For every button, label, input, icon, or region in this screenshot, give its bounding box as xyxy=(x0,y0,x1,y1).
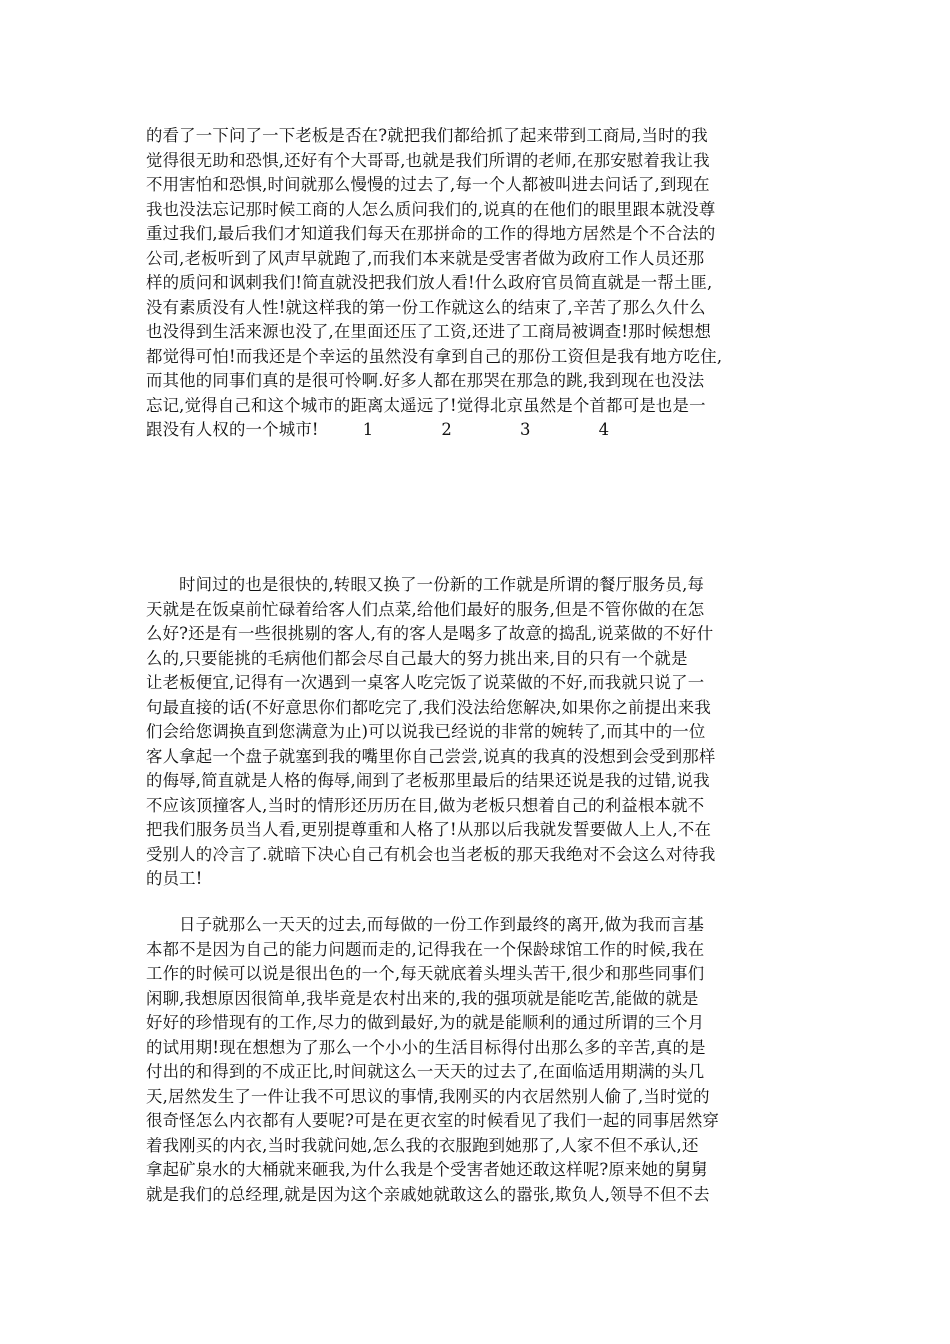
page-number-row xyxy=(319,420,610,439)
text-line: 天,居然发生了一件让我不可思议的事情,我刚买的内衣居然别人偷了,当时觉的 xyxy=(146,1086,710,1106)
page-number-4: 4 xyxy=(598,420,610,439)
text-line: 付出的和得到的不成正比,时间就这么一天天的过去了,在面临适用期满的头几 xyxy=(146,1062,705,1081)
text-line: 都觉得可怕!而我还是个幸运的虽然没有拿到自己的那份工资但是我有地方吃住, xyxy=(146,346,723,366)
text-line: 忘记,觉得自己和这个城市的距离太遥远了!觉得北京虽然是个首都可是也是一 xyxy=(146,395,706,415)
page-number-2: 2 xyxy=(441,420,452,439)
text-line: 也没得到生活来源也没了,在里面还压了工资,还进了工商局被调查!那时候想想 xyxy=(146,322,712,341)
text-line: 的看了一下问了一下老板是否在?就把我们都给抓了起来带到工商局,当时的我 xyxy=(146,126,708,145)
text-line: 不用害怕和恐惧,时间就那么慢慢的过去了,每一个人都被叫进去问话了,到现在 xyxy=(146,175,710,194)
text-line: 而其他的同事们真的是很可怜啊.好多人都在那哭在那急的跳,我到现在也没法 xyxy=(146,371,705,390)
text-line: 的侮辱,简直就是人格的侮辱,闹到了老板那里最后的结果还说是我的过错,说我 xyxy=(146,771,710,790)
page-number-1: 1 xyxy=(362,420,374,439)
paragraph-1 xyxy=(146,124,806,443)
text-line: 我也没法忘记那时候工商的人怎么质问我们的,说真的在他们的眼里跟本就没尊 xyxy=(146,199,716,219)
text-line: 的员工! xyxy=(146,869,203,888)
paragraph-2 xyxy=(146,573,806,892)
paragraph-3 xyxy=(146,913,806,1207)
text-line: 么好?还是有一些很挑剔的客人,有的客人是喝多了故意的捣乱,说菜做的不好什 xyxy=(146,624,714,643)
text-line: 样的质问和讽刺我们!简直就没把我们放人看!什么政府官员简直就是一帮土匪, xyxy=(146,273,713,292)
text-line: 重过我们,最后我们才知道我们每天在那拼命的工作的得地方居然是个不合法的 xyxy=(146,224,716,243)
text-line: 时间过的也是很快的,转眼又换了一份新的工作就是所谓的餐厅服务员,每 xyxy=(179,575,705,594)
text-line: 天就是在饭桌前忙碌着给客人们点菜,给他们最好的服务,但是不管你做的在怎 xyxy=(146,599,705,619)
text-line: 拿起矿泉水的大桶就来砸我,为什么我是个受害者她还敢这样呢?原来她的舅舅 xyxy=(146,1160,708,1179)
text-line: 工作的时候可以说是很出色的一个,每天就底着头埋头苦干,很少和那些同事们 xyxy=(146,964,705,983)
text-line: 的试用期!现在想想为了那么一个小小的生活目标得付出那么多的辛苦,真的是 xyxy=(146,1037,706,1057)
text-line: 公司,老板听到了风声早就跑了,而我们本来就是受害者做为政府工作人员还那 xyxy=(146,248,705,268)
text-line: 着我刚买的内衣,当时我就问她,怎么我的衣服跑到她那了,人家不但不承认,还 xyxy=(146,1135,699,1155)
text-line: 句最直接的话(不好意思你们都吃完了,我们没法给您解决,如果你之前提出来我 xyxy=(146,697,711,717)
text-line-end: 跟没有人权的一个城市! xyxy=(146,420,319,439)
text-line-with-page-numbers xyxy=(146,418,806,443)
text-line: 本都不是因为自己的能力问题而走的,记得我在一个保龄球馆工作的时候,我在 xyxy=(146,939,705,959)
text-line: 没有素质没有人性!就这样我的第一份工作就这么的结束了,辛苦了那么久什么 xyxy=(146,297,706,317)
text-line: 好好的珍惜现有的工作,尽力的做到最好,为的就是能顺利的通过所谓的三个月 xyxy=(146,1013,705,1032)
text-line: 们会给您调换直到您满意为止)可以说我已经说的非常的婉转了,而其中的一位 xyxy=(146,722,706,741)
text-line: 不应该顶撞客人,当时的情形还历历在目,做为老板只想着自己的利益根本就不 xyxy=(146,795,705,815)
text-line: 闲聊,我想原因很简单,我毕竟是农村出来的,我的强项就是能吃苦,能做的就是 xyxy=(146,988,699,1008)
text-line: 受别人的冷言了.就暗下决心自己有机会也当老板的那天我绝对不会这么对待我 xyxy=(146,844,716,864)
text-line: 就是我们的总经理,就是因为这个亲戚她就敢这么的嚣张,欺负人,领导不但不去 xyxy=(146,1184,710,1204)
text-line: 么的,只要能挑的毛病他们都会尽自己最大的努力挑出来,目的只有一个就是 xyxy=(146,648,688,668)
text-line: 把我们服务员当人看,更别提尊重和人格了!从那以后我就发誓要做人上人,不在 xyxy=(146,820,712,839)
text-line: 客人拿起一个盘子就塞到我的嘴里你自己尝尝,说真的我真的没想到会受到那样 xyxy=(146,746,716,766)
text-line: 觉得很无助和恐惧,还好有个大哥哥,也就是我们所谓的老师,在那安慰着我让我 xyxy=(146,150,710,170)
text-line: 让老板便宜,记得有一次遇到一桌客人吃完饭了说菜做的不好,而我就只说了一 xyxy=(146,673,705,692)
page-number-3: 3 xyxy=(519,420,531,439)
text-line: 日子就那么一天天的过去,而每做的一份工作到最终的离开,做为我而言基 xyxy=(179,915,705,934)
text-line: 很奇怪怎么内衣都有人要呢?可是在更衣室的时候看见了我们一起的同事居然穿 xyxy=(146,1111,720,1130)
